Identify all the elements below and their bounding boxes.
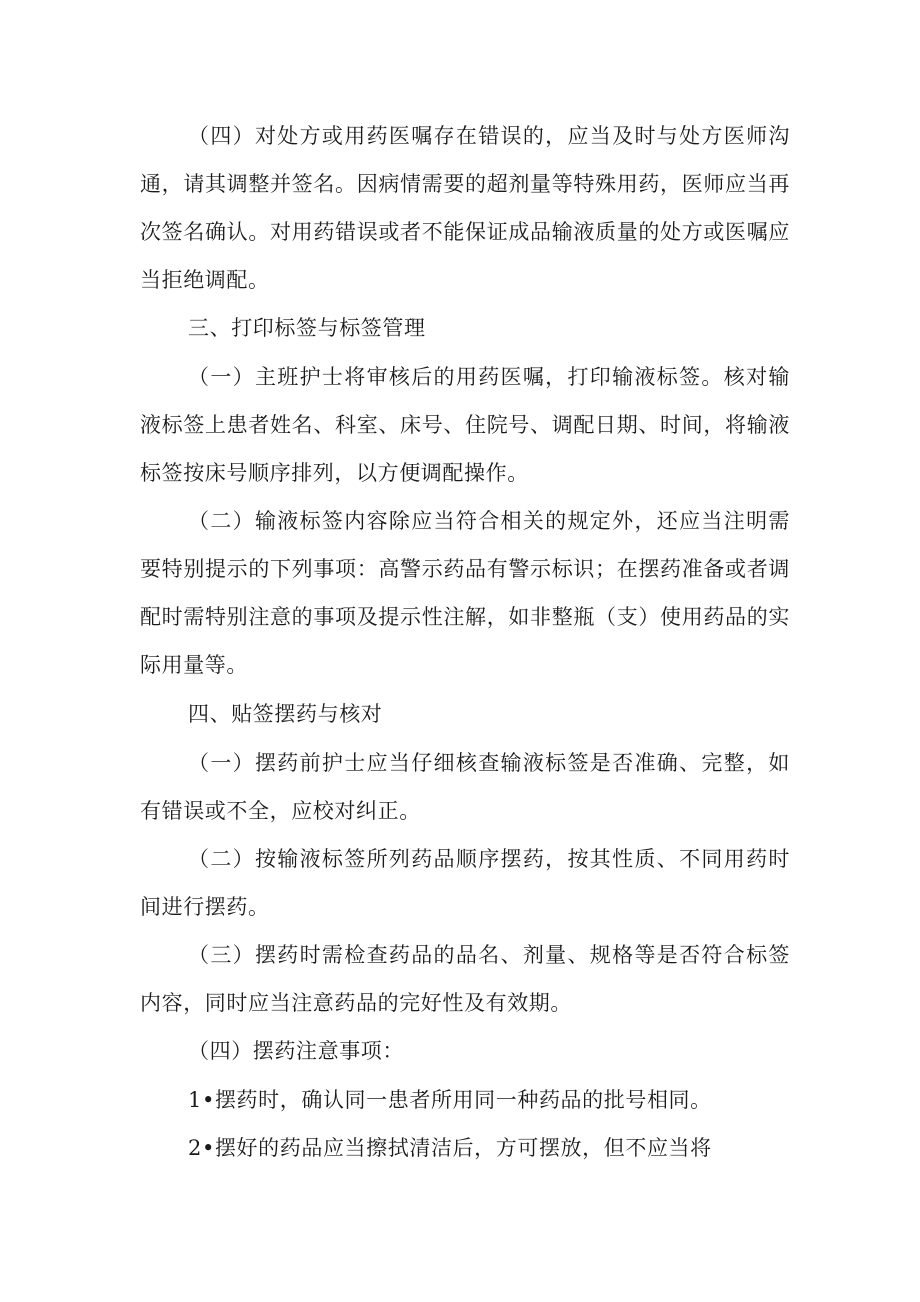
paragraph-dispensing-notes: （四）摆药注意事项：	[188, 1039, 404, 1063]
section-heading-labeling-dispensing: 四、贴签摆药与核对	[188, 702, 383, 726]
section-heading-label-printing: 三、打印标签与标签管理	[188, 316, 426, 340]
paragraph-check-labels: （一）摆药前护士应当仔细核查输液标签是否准确、完整，如有错误或不全，应校对纠正。	[140, 751, 790, 823]
paragraph-print-labels: （一）主班护士将审核后的用药医嘱，打印输液标签。核对输液标签上患者姓名、科室、床号、住院号、调配日期、时间，将输液标签按床号顺序排列，以方便调配操作。	[140, 365, 790, 485]
paragraph-label-content: （二）输液标签内容除应当符合相关的规定外，还应当注明需要特别提示的下列事项：高警示药品有警示标识；在摆药准备或者调配时需特别注意的事项及提示性注解，如非整瓶（支）使用药品的实际用量等。	[140, 509, 790, 677]
paragraph-prescription-error: （四）对处方或用药医嘱存在错误的，应当及时与处方医师沟通，请其调整并签名。因病情需要的超剂量等特殊用药，医师应当再次签名确认。对用药错误或者不能保证成品输液质量的处方或医嘱应当拒绝调配。	[140, 124, 790, 292]
paragraph-check-drugs: （三）摆药时需检查药品的品名、剂量、规格等是否符合标签内容，同时应当注意药品的完好性及有效期。	[140, 943, 790, 1015]
list-item-clean-drugs: 2•摆好的药品应当擦拭清洁后，方可摆放，但不应当将	[188, 1136, 712, 1160]
paragraph-dispense-order: （二）按输液标签所列药品顺序摆药，按其性质、不同用药时间进行摆药。	[140, 847, 790, 919]
list-item-batch-number: 1•摆药时，确认同一患者所用同一种药品的批号相同。	[188, 1088, 712, 1112]
